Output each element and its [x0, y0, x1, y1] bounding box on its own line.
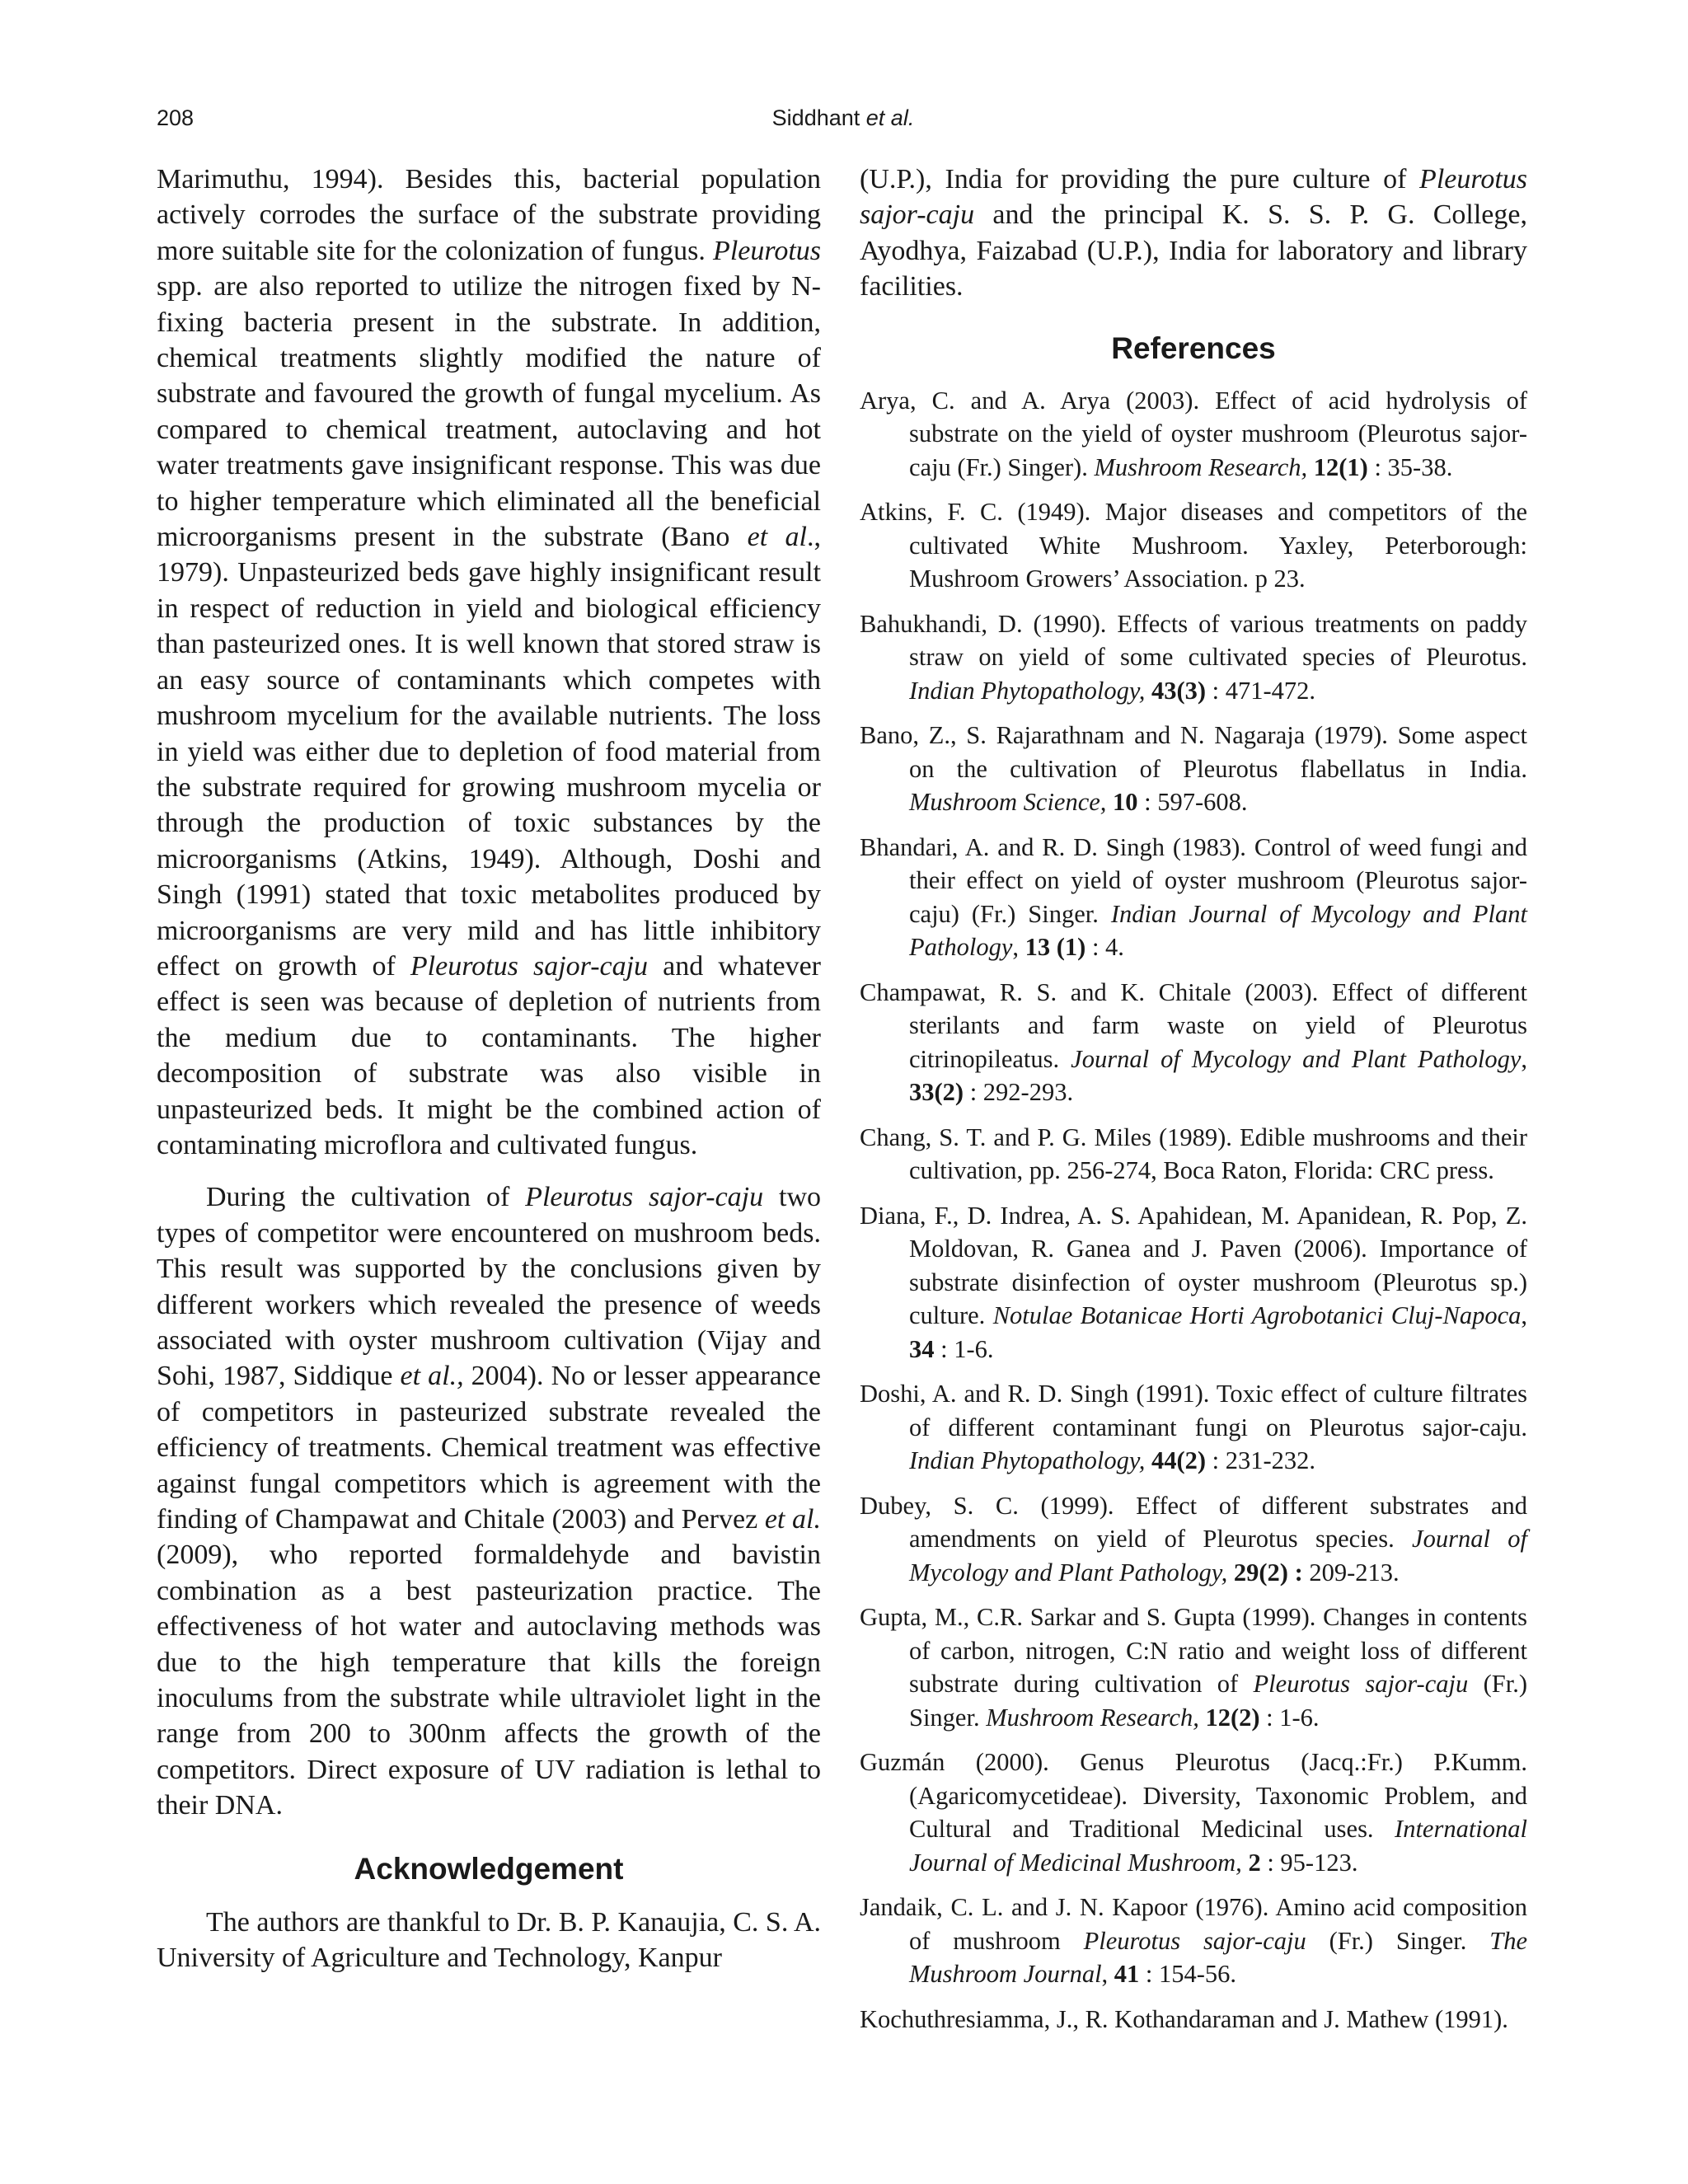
reference-item: Gupta, M., C.R. Sarkar and S. Gupta (1999). Changes in contents of carbon, nitrogen, C:N ratio and weight loss of different substrate during cultivation of Pleurotus sajor-caju (Fr.) Singer. Mushroom Research, 12(2) : 1-6. — [860, 1603, 1527, 1732]
reference-item: Bhandari, A. and R. D. Singh (1983). Control of weed fungi and their effect on yield of oyster mushroom (Pleurotus sajor-caju) (Fr.) Singer. Indian Journal of Mycology and Plant Pathology, 13 (1) : 4. — [860, 832, 1527, 962]
reference-item: Kochuthresiamma, J., R. Kothandaraman and J. Mathew (1991). — [860, 2004, 1508, 2033]
reference-item: Champawat, R. S. and K. Chitale (2003). Effect of different sterilants and farm waste on yield of Pleurotus citrinopileatus. Journal of Mycology and Plant Pathology, 33(2) : 292-293. — [860, 977, 1528, 1107]
acknowledgement-paragraph: The authors are thankful to Dr. B. P. Kanaujia, C. S. A. University of Agriculture and Technology, Kanpur — [157, 1906, 822, 1974]
references-heading: References — [1111, 330, 1276, 365]
reference-item: Bahukhandi, D. (1990). Effects of various treatments on paddy straw on yield of some cultivated species of Pleurotus. Indian Phytopathology, 43(3) : 471-472. — [860, 609, 1527, 705]
reference-item: Bano, Z., S. Rajarathnam and N. Nagaraja (1979). Some aspect on the cultivation of Pleurotus flabellatus in India. Mushroom Science, 10 : 597-608. — [860, 721, 1527, 817]
reference-item: Atkins, F. C. (1949). Major diseases and competitors of the cultivated White Mushroom. Yaxley, Peterborough: Mushroom Growers’ Association. p 23. — [860, 498, 1527, 593]
reference-item: Doshi, A. and R. D. Singh (1991). Toxic effect of culture filtrates of different contaminant fungi on Pleurotus sajor-caju. Indian Phytopathology, 44(2) : 231-232. — [860, 1380, 1527, 1475]
acknowledgement-heading: Acknowledgement — [354, 1851, 624, 1886]
reference-list — [860, 384, 1527, 2036]
page-number: 208 — [157, 105, 195, 130]
reference-item: Jandaik, C. L. and J. N. Kapoor (1976). Amino acid composition of mushroom Pleurotus sajor-caju (Fr.) Singer. The Mushroom Journal, 41 : 154-56. — [860, 1893, 1527, 1989]
running-head-etal: et al. — [865, 105, 915, 130]
body-paragraph-1: Marimuthu, 1994). Besides this, bacterial population actively corrodes the surface of the substrate providing more suitable site for the colonization of fungus. Pleurotus spp. are also reported to utilize the nitrogen fixed by N-fixing bacteria present in the substrate. In addition, chemical treatments slightly modified the nature of substrate and favoured the growth of fungal mycelium. As compared to chemical treatment, autoclaving and hot water treatments gave insignificant response. This was due to higher temperature which eliminated all the beneficial microorganisms present in the substrate (Bano et al., 1979). Unpasteurized beds gave highly insignificant result in respect of reduction in yield and biological efficiency than pasteurized ones. It is well known that stored straw is an easy source of contaminants which competes with mushroom mycelium for the available nutrients. The loss in yield was either due to depletion of food material from the substrate required for growing mushroom mycelia or through the production of toxic substances by the microorganisms (Atkins, 1949). Although, Doshi and Singh (1991) stated that toxic metabolites produced by microorganisms are very mild and has little inhibitory effect on growth of Pleurotus sajor-caju and whatever effect is seen was because of depletion of nutrients from the medium due to contaminants. The higher decomposition of substrate was also visible in unpasteurized beds. It might be the combined action of contaminating microflora and cultivated fungus. — [157, 164, 822, 1160]
running-head — [157, 105, 1530, 131]
reference-item: Arya, C. and A. Arya (2003). Effect of acid hydrolysis of substrate on the yield of oyster mushroom (Pleurotus sajor-caju (Fr.) Singer). Mushroom Research, 12(1) : 35-38. — [860, 386, 1527, 481]
page-header — [157, 105, 1530, 138]
body-paragraph-2: During the cultivation of Pleurotus sajor-caju two types of competitor were encountered on mushroom beds. This result was supported by the conclusions given by different workers which revealed the presence of weeds associated with oyster mushroom cultivation (Vijay and Sohi, 1987, Siddique et al., 2004). No or lesser appearance of competitors in pasteurized substrate revealed the efficiency of treatments. Chemical treatment was effective against fungal competitors which is agreement with the finding of Champawat and Chitale (2003) and Pervez et al. (2009), who reported formaldehyde and bavistin combination as a best pasteurization practice. The effectiveness of hot water and autoclaving methods was due to the high temperature that kills the foreign inoculums from the substrate while ultraviolet light in the range from 200 to 300nm affects the growth of the competitors. Direct exposure of UV radiation is lethal to their DNA. — [157, 1182, 822, 1821]
reference-item: Diana, F., D. Indrea, A. S. Apahidean, M. Apanidean, R. Pop, Z. Moldovan, R. Ganea and J. Paven (2006). Importance of substrate disinfection of oyster mushroom (Pleurotus sp.) culture. Notulae Botanicae Horti Agrobotanici Cluj-Napoca, 34 : 1-6. — [860, 1201, 1527, 1363]
running-head-author: Siddhant — [771, 105, 860, 130]
reference-item: Chang, S. T. and P. G. Miles (1989). Edible mushrooms and their cultivation, pp. 256-274, Boca Raton, Florida: CRC press. — [860, 1122, 1527, 1185]
reference-item: Dubey, S. C. (1999). Effect of different substrates and amendments on yield of Pleurotus species. Journal of Mycology and Plant Pathology, 29(2) : 209-213. — [860, 1491, 1527, 1586]
acknowledgement-continued: (U.P.), India for providing the pure culture of Pleurotus sajor-caju and the principal K. S. S. P. G. College, Ayodhya, Faizabad (U.P.), India for laboratory and library facilities. — [860, 164, 1527, 302]
left-column — [157, 162, 821, 1976]
right-column — [860, 162, 1527, 2047]
reference-item: Guzmán (2000). Genus Pleurotus (Jacq.:Fr.) P.Kumm. (Agaricomycetideae). Diversity, Taxonomic Problem, and Cultural and Traditional Medicinal uses. International Journal of Medicinal Mushroom, 2 : 95-123. — [860, 1748, 1527, 1877]
